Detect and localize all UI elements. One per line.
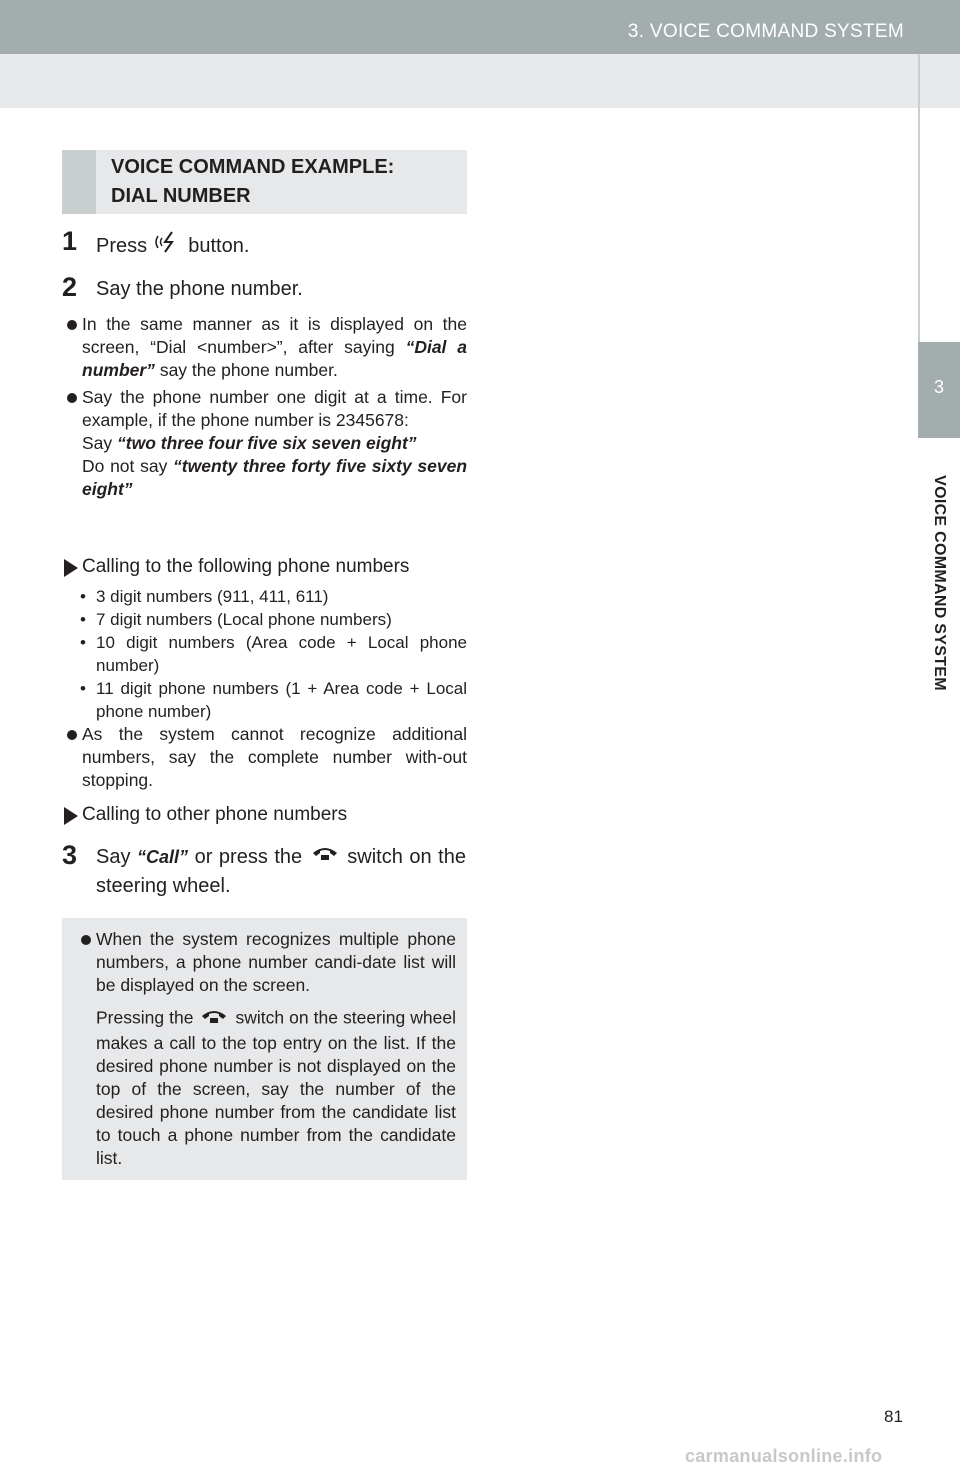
chapter-label: VOICE COMMAND SYSTEM bbox=[931, 475, 948, 691]
chapter-label-tab bbox=[918, 438, 960, 728]
step-1-text-end: button. bbox=[188, 234, 250, 257]
phone-switch-icon bbox=[198, 1006, 230, 1032]
section-accent bbox=[62, 150, 96, 214]
header-band bbox=[0, 54, 960, 108]
arrow-item bbox=[62, 803, 467, 826]
note-box bbox=[62, 918, 467, 1180]
step-3-text: switch on the steering wheel. bbox=[96, 846, 466, 898]
arrow-text: Calling to other phone numbers bbox=[82, 804, 348, 825]
bullet-item bbox=[62, 313, 467, 382]
sidetab-divider bbox=[918, 54, 920, 342]
bullet-text: In the same manner as it is displayed on the screen, “Dial <number>”, after saying bbox=[82, 314, 467, 357]
sublist bbox=[80, 585, 467, 723]
command-quote: “two three four five six seven eight” bbox=[117, 433, 417, 453]
list-item: • 10 digit numbers (Area code + Local phone number) bbox=[80, 633, 467, 675]
voice-talk-icon bbox=[153, 229, 183, 264]
command-quote: “twenty three forty five sixty seven eight” bbox=[82, 456, 468, 499]
footer-watermark[interactable]: carmanualsonline.info bbox=[685, 1446, 883, 1466]
note-paragraph bbox=[76, 1006, 456, 1170]
arrow-marker bbox=[64, 807, 78, 825]
bullet-item bbox=[62, 723, 467, 792]
chapter-tab[interactable]: 3 bbox=[918, 342, 960, 438]
page-number: 81 bbox=[884, 1407, 903, 1426]
list-item: • 3 digit numbers (911, 411, 611) bbox=[80, 587, 329, 606]
bullet-dot bbox=[67, 730, 77, 740]
phone-switch-icon bbox=[309, 843, 341, 872]
step-3-text: or press the bbox=[194, 846, 303, 868]
note-text: Pressing the bbox=[96, 1007, 194, 1028]
note-bullet bbox=[76, 928, 456, 997]
step-number: 1 bbox=[62, 226, 78, 256]
arrow-marker bbox=[64, 559, 78, 577]
header-title: 3. VOICE COMMAND SYSTEM bbox=[627, 21, 904, 42]
section-title bbox=[111, 153, 394, 211]
list-item: • 11 digit phone numbers (1 + Area code + Local phone number) bbox=[80, 679, 467, 721]
note-text: When the system recognizes multiple phone numbers, a phone number candi-date list will be displayed on the screen. bbox=[96, 929, 456, 995]
bullet-dot bbox=[81, 935, 91, 945]
bullet-dot bbox=[67, 320, 77, 330]
bullet-dot bbox=[67, 393, 77, 403]
step-1-text: Press bbox=[96, 234, 148, 257]
command-quote: “Dial a number” bbox=[82, 337, 467, 380]
section-title-line2: DIAL NUMBER bbox=[111, 185, 251, 207]
step-number: 3 bbox=[62, 840, 78, 870]
arrow-text: Calling to the following phone numbers bbox=[82, 556, 410, 577]
step-3-text: Say bbox=[96, 846, 131, 868]
bullet-text: As the system cannot recognize additional numbers, say the complete number with-out stopping. bbox=[82, 724, 467, 790]
bullet-text: Do not say bbox=[82, 456, 168, 476]
note-text: switch on the steering wheel makes a call to the top entry on the list. If the desired phone number is not displayed on the top of the screen, say the number of the desired phone number from the candidate list to touch a phone number from the candidate list. bbox=[96, 1007, 456, 1168]
arrow-item bbox=[62, 555, 467, 578]
bullet-text: say the phone number. bbox=[159, 360, 338, 380]
bullet-item bbox=[62, 386, 467, 501]
bullet-text: Say the phone number one digit at a time. For example, if the phone number is 2345678: bbox=[82, 387, 467, 430]
step-number: 2 bbox=[62, 272, 78, 302]
header-bar bbox=[0, 0, 960, 54]
bullet-text: Say bbox=[82, 433, 113, 453]
step-2-text: Say the phone number. bbox=[96, 278, 303, 300]
command-quote: “Call” bbox=[137, 847, 189, 867]
section-heading bbox=[62, 150, 467, 214]
list-item: • 7 digit numbers (Local phone numbers) bbox=[80, 610, 392, 629]
section-title-line1: VOICE COMMAND EXAMPLE: bbox=[111, 156, 395, 178]
